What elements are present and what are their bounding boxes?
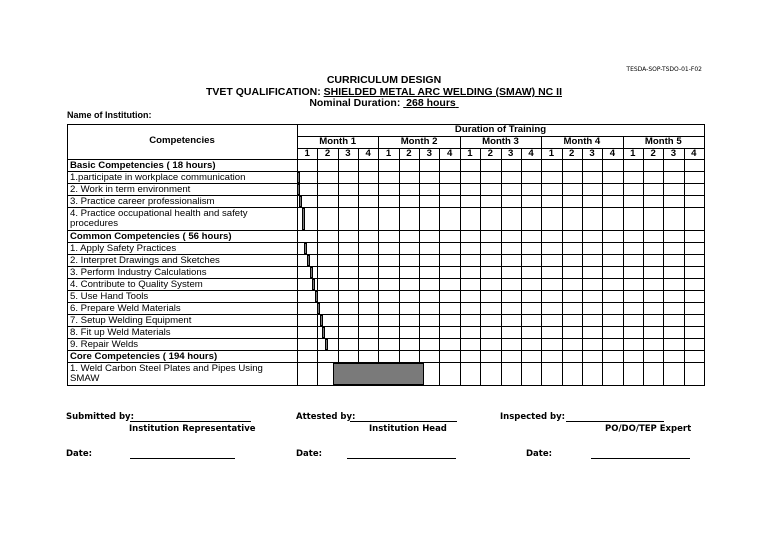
week-number: 1 xyxy=(304,148,310,159)
date-line-2 xyxy=(347,458,456,459)
attested-by-label: Attested by: xyxy=(296,412,356,422)
schedule-bar xyxy=(312,279,315,290)
schedule-bar xyxy=(322,327,325,338)
month-divider xyxy=(460,136,461,385)
competency-row: 8. Fit up Weld Materials xyxy=(70,327,171,338)
week-number: 3 xyxy=(670,148,677,159)
attested-signature-line xyxy=(350,421,457,422)
competency-row: 7. Setup Welding Equipment xyxy=(70,315,192,326)
date-line-1 xyxy=(130,458,235,459)
month-header: Month 1 xyxy=(319,136,357,147)
competency-row: 4. Contribute to Quality System xyxy=(70,279,203,290)
competency-row: Core Competencies ( 194 hours) xyxy=(70,351,218,362)
month-header: Month 4 xyxy=(563,136,601,147)
table-border-bottom xyxy=(67,385,704,386)
week-number: 1 xyxy=(385,148,392,159)
competency-row: 2. Interpret Drawings and Sketches xyxy=(70,255,220,266)
week-number: 1 xyxy=(548,148,555,159)
schedule-bar xyxy=(302,208,305,230)
table-border-right xyxy=(704,124,705,386)
month-header: Month 2 xyxy=(400,136,438,147)
week-number: 4 xyxy=(609,148,616,159)
submitted-signature-line xyxy=(130,421,251,422)
document-title: CURRICULUM DESIGN xyxy=(326,74,442,86)
month-header: Month 5 xyxy=(644,136,682,147)
month-divider xyxy=(623,136,624,385)
competency-row-line1: 1. Weld Carbon Steel Plates and Pipes Using xyxy=(70,363,263,374)
week-number: 2 xyxy=(569,148,575,159)
week-number: 4 xyxy=(365,148,371,159)
competency-row: 3. Perform Industry Calculations xyxy=(70,267,207,278)
week-number: 4 xyxy=(446,148,453,159)
week-number: 1 xyxy=(467,148,473,159)
week-number: 4 xyxy=(691,148,697,159)
row-line xyxy=(67,290,704,291)
week-number: 2 xyxy=(487,148,493,159)
schedule-bar xyxy=(297,172,300,183)
institution-representative-label: Institution Representative xyxy=(129,424,256,434)
tep-expert-label: PO/DO/TEP Expert xyxy=(605,424,692,434)
schedule-bar xyxy=(304,243,307,254)
inspected-signature-line xyxy=(566,421,664,422)
competency-row: Common Competencies ( 56 hours) xyxy=(70,231,232,242)
week-number: 1 xyxy=(630,148,636,159)
month-divider xyxy=(541,136,542,385)
week-number: 2 xyxy=(650,148,656,159)
qualification-name: SHIELDED METAL ARC WELDING (SMAW) NC II xyxy=(323,86,563,98)
competency-row-line2: SMAW xyxy=(70,373,100,384)
nominal-duration-line xyxy=(0,97,768,109)
qualification-prefix: TVET QUALIFICATION: xyxy=(205,86,324,98)
date-label-2: Date: xyxy=(296,449,323,459)
duration-prefix: Nominal Duration: xyxy=(309,97,404,109)
month-header: Month 3 xyxy=(482,136,519,147)
schedule-bar xyxy=(317,303,320,314)
date-label-1: Date: xyxy=(66,449,93,459)
institution-head-label: Institution Head xyxy=(369,424,447,434)
week-number: 4 xyxy=(528,148,534,159)
competency-row: 1. Apply Safety Practices xyxy=(70,243,177,254)
competency-row: Basic Competencies ( 18 hours) xyxy=(70,160,216,171)
competency-row: 2. Work in term environment xyxy=(70,184,191,195)
schedule-bar xyxy=(333,363,425,385)
week-number: 3 xyxy=(426,148,432,159)
schedule-bar xyxy=(315,291,318,302)
submitted-by-label: Submitted by: xyxy=(66,412,134,422)
row-line xyxy=(67,338,704,339)
week-number: 2 xyxy=(324,148,331,159)
duration-value: 268 hours xyxy=(406,97,456,109)
week-number: 2 xyxy=(406,148,412,159)
schedule-bar xyxy=(325,339,328,350)
competency-row: 5. Use Hand Tools xyxy=(70,291,149,302)
document-code: TESDA-SOP-TSDO-01-F02 xyxy=(626,66,702,73)
month-divider xyxy=(378,136,379,385)
competency-row: 9. Repair Welds xyxy=(70,339,139,350)
inspected-by-label: Inspected by: xyxy=(500,412,566,422)
date-label-3: Date: xyxy=(526,449,553,459)
table-border-left xyxy=(67,124,68,386)
week-number: 3 xyxy=(345,148,351,159)
schedule-bar xyxy=(310,267,313,278)
competency-row: 6. Prepare Weld Materials xyxy=(70,303,181,314)
competency-row-line2: procedures xyxy=(70,218,118,229)
week-number: 3 xyxy=(589,148,595,159)
duration-of-training-header: Duration of Training xyxy=(454,124,547,135)
date-line-3 xyxy=(591,458,690,459)
competencies-header: Competencies xyxy=(149,135,215,146)
week-number: 3 xyxy=(508,148,514,159)
competency-row: 1.participate in workplace communication xyxy=(70,172,246,183)
schedule-bar xyxy=(299,196,302,207)
schedule-bar xyxy=(297,184,300,195)
schedule-bar xyxy=(320,315,323,326)
competency-row-line1: 4. Practice occupational health and safety xyxy=(70,208,248,219)
schedule-bar xyxy=(307,255,310,266)
institution-label: Name of Institution: xyxy=(67,110,152,120)
competency-row: 3. Practice career professionalism xyxy=(70,196,215,207)
